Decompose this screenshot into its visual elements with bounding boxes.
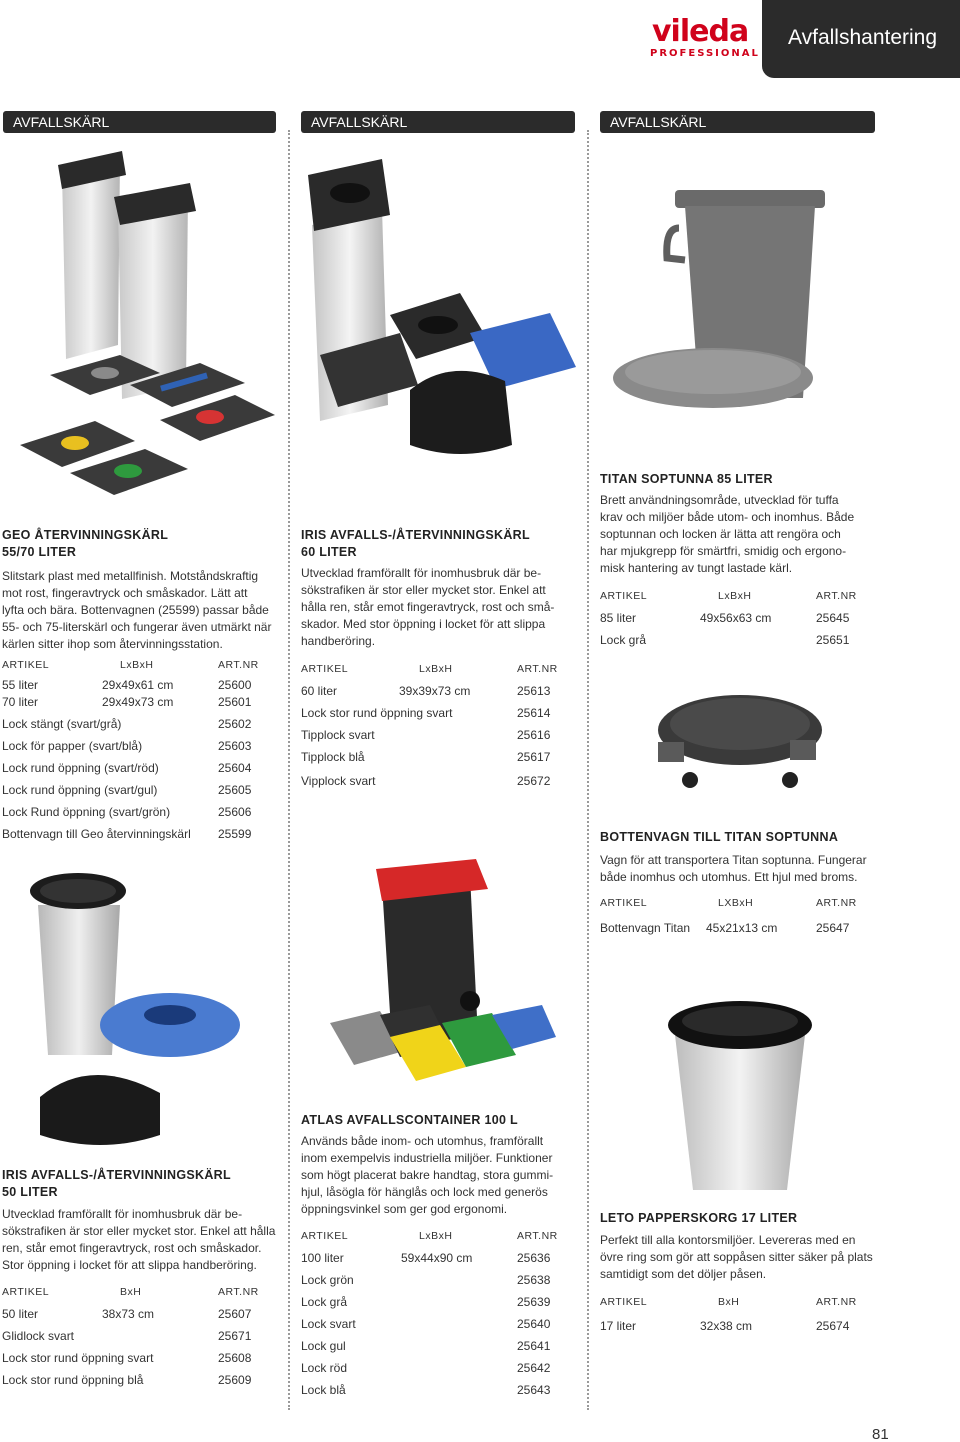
table-cell: 25639 xyxy=(517,1295,551,1309)
table-cell: Lock grå xyxy=(301,1295,348,1309)
table-cell: 100 liter xyxy=(301,1251,344,1265)
table-cell: Tipplock svart xyxy=(301,728,375,742)
atlas-desc-line: Används både inom- och utomhus, framförallt xyxy=(301,1134,544,1148)
geo-desc-line: 55- och 75-literskärl och fungerar även utmärkt när xyxy=(2,620,272,634)
table-cell: 25643 xyxy=(517,1383,551,1397)
atlas-description xyxy=(301,1133,586,1218)
titan-th-artikel: ARTIKEL xyxy=(600,590,648,602)
table-cell: Lock stor rund öppning blå xyxy=(2,1373,144,1387)
table-cell: Tipplock blå xyxy=(301,750,365,764)
table-cell: Lock stängt (svart/grå) xyxy=(2,717,122,731)
table-cell: 25603 xyxy=(218,739,252,753)
table-cell: 25605 xyxy=(218,783,252,797)
table-cell: Lock stor rund öppning svart xyxy=(2,1351,154,1365)
table-cell: 39x39x73 cm xyxy=(399,684,471,698)
table-cell: 29x49x73 cm xyxy=(102,695,174,709)
table-cell: Bottenvagn Titan xyxy=(600,921,691,935)
iris50-th-artnr: ART.NR xyxy=(218,1286,259,1298)
iris60-title-line2: 60 LITER xyxy=(301,545,357,559)
table-cell: 25642 xyxy=(517,1361,551,1375)
bottenvagn-th-size: LXBxH xyxy=(718,897,754,909)
atlas-table xyxy=(301,1227,581,1407)
geo-bins-illustration xyxy=(10,145,285,510)
leto-illustration xyxy=(655,995,825,1200)
bottenvagn-description xyxy=(600,852,890,886)
table-cell: 25614 xyxy=(517,706,551,720)
iris50-description xyxy=(2,1206,287,1274)
leto-th-artnr: ART.NR xyxy=(816,1296,857,1308)
titan-illustration xyxy=(605,178,875,438)
table-cell: 25613 xyxy=(517,684,551,698)
table-cell: 85 liter xyxy=(600,611,637,625)
leto-desc-line: Perfekt till alla kontorsmiljöer. Levereras med en xyxy=(600,1233,856,1247)
table-cell: 25674 xyxy=(816,1319,850,1333)
geo-desc-line: mot rost, fingeravtryck och småskador. Lätt att xyxy=(2,586,248,600)
titan-desc-line: Brett användningsområde, utvecklad för tuffa xyxy=(600,493,839,507)
iris50-title-line2: 50 LITER xyxy=(2,1185,58,1199)
atlas-desc-line: öppningsvinkel som ger god ergonomi. xyxy=(301,1202,508,1216)
titan-description xyxy=(600,492,880,577)
table-cell: 25608 xyxy=(218,1351,252,1365)
table-cell: 59x44x90 cm xyxy=(401,1251,473,1265)
titan-th-size: LxBxH xyxy=(718,590,752,602)
table-cell: Glidlock svart xyxy=(2,1329,75,1343)
table-cell: 25671 xyxy=(218,1329,252,1343)
iris60-desc-line: Utvecklad framförallt för inomhusbruk där be- xyxy=(301,566,542,580)
iris60-title xyxy=(301,527,530,561)
leto-table xyxy=(600,1293,880,1338)
table-cell: 25651 xyxy=(816,633,850,647)
iris60-table xyxy=(301,660,581,795)
table-cell: 25636 xyxy=(517,1251,551,1265)
table-cell: 25601 xyxy=(218,695,252,709)
table-cell: 50 liter xyxy=(2,1307,39,1321)
category-bar-1: AVFALLSKÄRL xyxy=(3,111,276,133)
titan-title: TITAN SOPTUNNA 85 LITER xyxy=(600,472,773,486)
geo-title xyxy=(2,527,168,561)
geo-title-line2: 55/70 LITER xyxy=(2,545,77,559)
table-cell: 60 liter xyxy=(301,684,338,698)
table-cell: 25616 xyxy=(517,728,551,742)
iris50-desc-line: Utvecklad framförallt för inomhusbruk där be- xyxy=(2,1207,243,1221)
atlas-desc-line: inom exempelvis industriella miljöer. Funktioner xyxy=(301,1151,553,1165)
titan-desc-line: krav och miljöer både utom- och inomhus. Både xyxy=(600,510,855,524)
atlas-title: ATLAS AVFALLSCONTAINER 100 L xyxy=(301,1113,518,1127)
leto-description xyxy=(600,1232,895,1283)
leto-title: LETO PAPPERSKORG 17 LITER xyxy=(600,1211,798,1225)
atlas-th-artikel: ARTIKEL xyxy=(301,1230,349,1242)
iris60-th-artnr: ART.NR xyxy=(517,663,558,675)
table-cell: Lock blå xyxy=(301,1383,346,1397)
iris50-illustration xyxy=(10,865,280,1165)
table-cell: 45x21x13 cm xyxy=(706,921,778,935)
iris60-desc-line: handberöring. xyxy=(301,634,376,648)
table-cell: 25602 xyxy=(218,717,252,731)
table-cell: 25641 xyxy=(517,1339,551,1353)
category-bar-3: AVFALLSKÄRL xyxy=(600,111,875,133)
table-cell: 25606 xyxy=(218,805,252,819)
page-header xyxy=(0,0,960,78)
bottenvagn-th-artikel: ARTIKEL xyxy=(600,897,648,909)
table-cell: Lock rund öppning (svart/gul) xyxy=(2,783,158,797)
table-cell: 25672 xyxy=(517,774,551,788)
table-cell: 25647 xyxy=(816,921,850,935)
titan-desc-line: har mjukgrepp för smärtfri, smidig och ergono- xyxy=(600,544,847,558)
geo-desc-line: Slitstark plast med metallfinish. Motståndskraftig xyxy=(2,569,259,583)
iris50-table xyxy=(2,1283,282,1393)
geo-desc-line: kärlen sitter ihop som återvinningsstation. xyxy=(2,637,223,651)
atlas-desc-line: som högt placerat bakre handtag, stora gummi- xyxy=(301,1168,554,1182)
iris60-th-artikel: ARTIKEL xyxy=(301,663,349,675)
table-cell: Lock svart xyxy=(301,1317,356,1331)
iris50-desc-line: sökstrafiken är stor eller mycket stor. Enkel att hålla xyxy=(2,1224,276,1238)
bottenvagn-desc-line: både inomhus och utomhus. Ett hjul med broms. xyxy=(600,870,858,884)
table-cell: 29x49x61 cm xyxy=(102,678,174,692)
atlas-desc-line: hjul, låsögla för hänglås och lock med generös xyxy=(301,1185,548,1199)
table-cell: 25640 xyxy=(517,1317,551,1331)
table-cell: 17 liter xyxy=(600,1319,637,1333)
iris50-desc-line: ren, står emot fingeravtryck, rost och småskador. xyxy=(2,1241,262,1255)
table-cell: Lock för papper (svart/blå) xyxy=(2,739,143,753)
geo-description xyxy=(2,568,282,653)
table-cell: 49x56x63 cm xyxy=(700,611,772,625)
bottenvagn-th-artnr: ART.NR xyxy=(816,897,857,909)
iris60-title-line1: IRIS AVFALLS-/ÅTERVINNINGSKÄRL xyxy=(301,528,530,542)
iris50-th-size: BxH xyxy=(120,1286,142,1298)
iris60-description xyxy=(301,565,581,650)
table-cell: 25599 xyxy=(218,827,252,841)
table-cell: 25645 xyxy=(816,611,850,625)
titan-desc-line: misk hantering av tungt lastade kärl. xyxy=(600,561,793,575)
geo-th-size: LxBxH xyxy=(120,659,154,671)
geo-desc-line: lyfta och bära. Bottenvagnen (25599) passar både xyxy=(2,603,269,617)
table-cell: 32x38 cm xyxy=(700,1319,753,1333)
brand-logo-subtext: PROFESSIONAL xyxy=(650,48,760,59)
bottenvagn-desc-line: Vagn för att transportera Titan soptunna. Fungerar xyxy=(600,853,867,867)
column-divider-1 xyxy=(288,130,290,1410)
atlas-th-artnr: ART.NR xyxy=(517,1230,558,1242)
table-cell: 38x73 cm xyxy=(102,1307,155,1321)
table-cell: Vipplock svart xyxy=(301,774,376,788)
column-divider-2 xyxy=(587,130,589,1410)
table-cell: Lock grå xyxy=(600,633,647,647)
table-cell: 25600 xyxy=(218,678,252,692)
table-cell: Lock stor rund öppning svart xyxy=(301,706,453,720)
section-title: Avfallshantering xyxy=(788,26,938,49)
table-cell: Lock röd xyxy=(301,1361,348,1375)
bottenvagn-illustration xyxy=(650,680,830,810)
table-cell: 25617 xyxy=(517,750,551,764)
page-number: 81 xyxy=(872,1426,889,1442)
table-cell: 25607 xyxy=(218,1307,252,1321)
geo-table xyxy=(2,656,282,846)
table-cell: 70 liter xyxy=(2,695,39,709)
iris50-title-line1: IRIS AVFALLS-/ÅTERVINNINGSKÄRL xyxy=(2,1168,231,1182)
leto-th-artikel: ARTIKEL xyxy=(600,1296,648,1308)
leto-th-size: BxH xyxy=(718,1296,740,1308)
atlas-th-size: LxBxH xyxy=(419,1230,453,1242)
iris60-desc-line: hålla ren, står emot fingeravtryck, rost och små- xyxy=(301,600,555,614)
table-cell: Lock rund öppning (svart/röd) xyxy=(2,761,159,775)
table-cell: 25638 xyxy=(517,1273,551,1287)
table-cell: 25604 xyxy=(218,761,252,775)
titan-desc-line: soptunnan och locken är lätta att rengöra och xyxy=(600,527,841,541)
category-bar-2: AVFALLSKÄRL xyxy=(301,111,575,133)
leto-desc-line: samtidigt som det döljer påsen. xyxy=(600,1267,767,1281)
atlas-illustration xyxy=(320,855,560,1095)
titan-th-artnr: ART.NR xyxy=(816,590,857,602)
iris50-desc-line: Stor öppning i locket för att slippa handberöring. xyxy=(2,1258,257,1272)
table-cell: Lock gul xyxy=(301,1339,346,1353)
iris60-th-size: LxBxH xyxy=(419,663,453,675)
iris60-illustration xyxy=(300,145,585,510)
iris50-title xyxy=(2,1167,231,1201)
iris50-th-artikel: ARTIKEL xyxy=(2,1286,50,1298)
brand-logo-text: vileda xyxy=(652,14,749,49)
table-cell: Lock Rund öppning (svart/grön) xyxy=(2,805,171,819)
titan-table xyxy=(600,587,880,652)
iris60-desc-line: skador. Med stor öppning i locket för att slippa xyxy=(301,617,546,631)
table-cell: Bottenvagn till Geo återvinningskärl xyxy=(2,827,191,841)
table-cell: Lock grön xyxy=(301,1273,354,1287)
table-cell: 55 liter xyxy=(2,678,39,692)
geo-th-artnr: ART.NR xyxy=(218,659,259,671)
iris60-desc-line: sökstrafiken är stor eller mycket stor. Enkel att xyxy=(301,583,546,597)
geo-th-artikel: ARTIKEL xyxy=(2,659,50,671)
bottenvagn-title: BOTTENVAGN TILL TITAN SOPTUNNA xyxy=(600,830,839,844)
leto-desc-line: övre ring som gör att soppåsen sitter säker på plats xyxy=(600,1250,873,1264)
table-cell: 25609 xyxy=(218,1373,252,1387)
bottenvagn-table xyxy=(600,894,880,939)
geo-title-line1: GEO ÅTERVINNINGSKÄRL xyxy=(2,528,169,542)
